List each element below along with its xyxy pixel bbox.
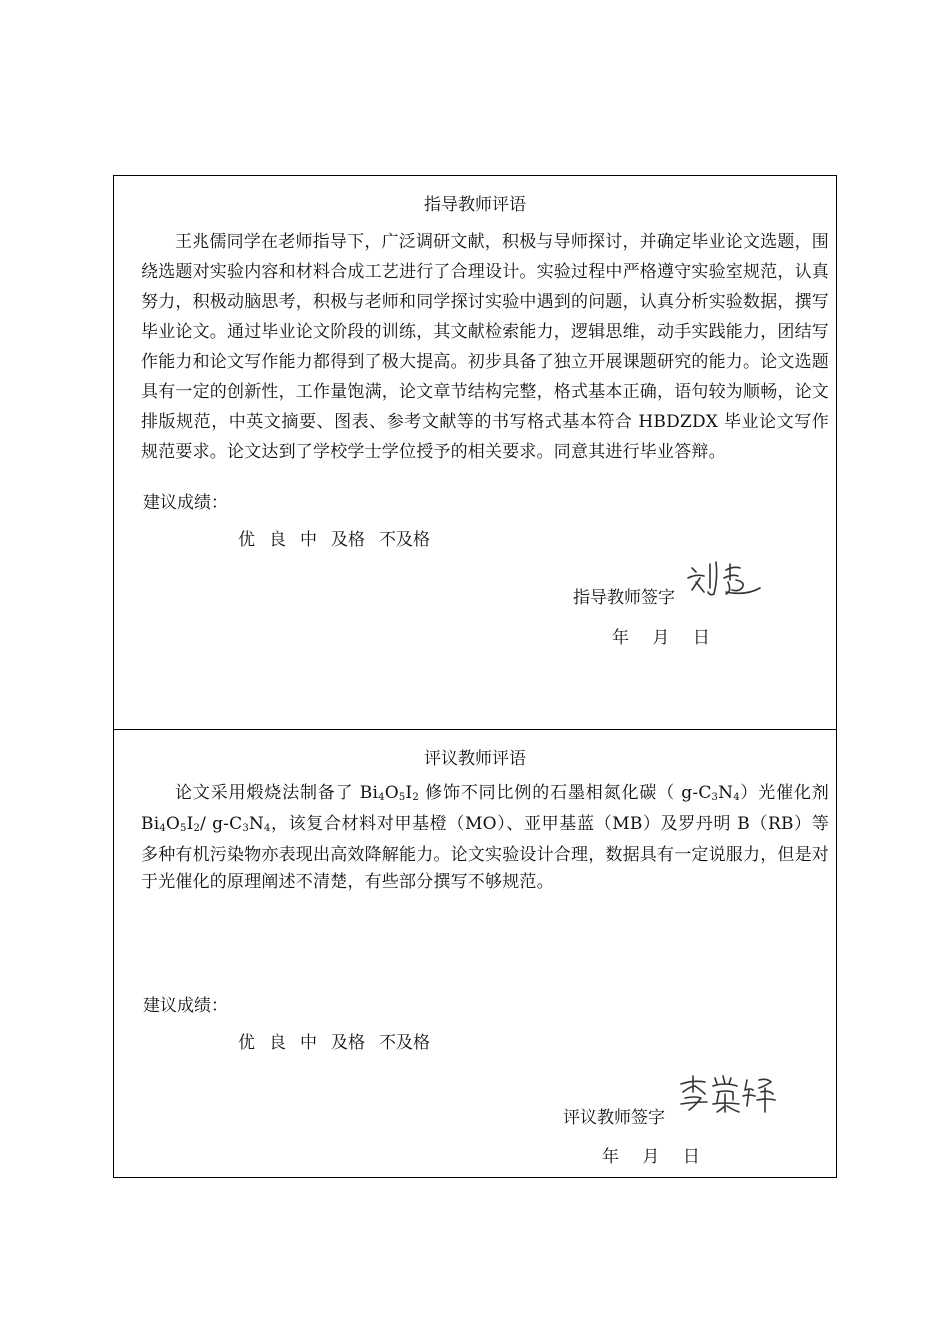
formula-sub: 4 — [733, 792, 740, 803]
formula-sub: 2 — [412, 792, 419, 803]
formula-sub: 3 — [711, 792, 719, 803]
advisor-date — [612, 623, 728, 648]
reviewer-section — [114, 730, 836, 1177]
grade-fail[interactable]: 不及格 — [379, 530, 430, 550]
advisor-signature — [686, 558, 764, 598]
advisor-grade-options — [238, 525, 444, 550]
date-day: 日 — [682, 1147, 700, 1167]
date-day: 日 — [692, 628, 710, 648]
formula-text: N — [718, 783, 734, 803]
formula-text: O — [165, 814, 181, 834]
grade-excellent[interactable]: 优 — [238, 1033, 255, 1053]
formula-text: I — [186, 814, 194, 834]
formula-text: O — [384, 783, 399, 803]
formula-sub: 2 — [193, 823, 201, 834]
formula-sub: 3 — [242, 823, 249, 834]
reviewer-signature — [677, 1072, 777, 1116]
date-month: 月 — [642, 1147, 660, 1167]
reviewer-grade-label: 建议成绩： — [143, 996, 228, 1016]
formula-text: I — [405, 783, 413, 803]
formula-sub: 4 — [378, 792, 385, 803]
grade-medium[interactable]: 中 — [300, 530, 317, 550]
reviewer-comment — [141, 780, 829, 896]
grade-good[interactable]: 良 — [269, 530, 286, 550]
reviewer-title: 评议教师评语 — [424, 749, 526, 769]
advisor-comment: 王兆儒同学在老师指导下，广泛调研文献，积极与导师探讨，并确定毕业论文选题，围绕选题对实验内容和材料合成工艺进行了合理设计。实验过程中严格遵守实验室规范，认真努力，积极动脑思考，积极与老师和同学探讨实验中遇到的问题，认真分析实验数据，撰写毕业论文。通过毕业论文阶段的训练，其文献检索能力，逻辑思维，动手实践能力，团结写作能力和论文写作能力都得到了极大提高。初步具备了独立开展课题研究的能力。论文选题具有一定的创新性，工作量饱满，论文章节结构完整，格式基本正确，语句较为顺畅，论文排版规范，中英文摘要、图表、参考文献等的书写格式基本符合 HBDZDX 毕业论文写作规范要求。论文达到了学校学士学位授予的相关要求。同意其进行毕业答辩。 — [141, 232, 829, 462]
grade-good[interactable]: 良 — [269, 1033, 286, 1053]
advisor-section — [114, 176, 836, 730]
grade-pass[interactable]: 及格 — [331, 530, 365, 550]
date-month: 月 — [652, 628, 670, 648]
advisor-title: 指导教师评语 — [424, 195, 526, 215]
grade-pass[interactable]: 及格 — [331, 1033, 365, 1053]
formula-sub: 4 — [263, 823, 271, 834]
formula-sub: 4 — [159, 823, 166, 834]
comment-text: 论文采用煅烧法制备了 — [175, 783, 360, 803]
reviewer-date — [602, 1142, 718, 1167]
comment-text: / g-C — [200, 814, 243, 834]
date-year: 年 — [612, 628, 629, 648]
reviewer-sign-label: 评议教师签字 — [563, 1108, 665, 1128]
comment-text: ）光催化剂 Bi — [141, 783, 830, 834]
comment-text: 修饰不同比例的石墨相氮化碳（ g-C — [418, 783, 712, 803]
evaluation-form — [113, 175, 837, 1178]
formula-sub: 5 — [398, 792, 406, 803]
advisor-sign-label: 指导教师签字 — [573, 588, 675, 608]
advisor-grade-label: 建议成绩： — [143, 493, 228, 513]
grade-medium[interactable]: 中 — [300, 1033, 317, 1053]
formula-sub: 5 — [180, 823, 187, 834]
date-year: 年 — [602, 1147, 619, 1167]
reviewer-grade-options — [238, 1028, 444, 1053]
formula-text: Bi — [359, 783, 379, 803]
grade-fail[interactable]: 不及格 — [379, 1033, 430, 1053]
comment-text: ，该复合材料对甲基橙（MO）、亚甲基蓝（MB）及罗丹明 B（RB）等多种有机污染物亦表现出高效降解能力。论文实验设计合理，数据具有一定说服力，但是对于光催化的原理阐述不清楚，有些部分撰写不够规范。 — [141, 814, 830, 892]
grade-excellent[interactable]: 优 — [238, 530, 255, 550]
formula-text: N — [248, 814, 264, 834]
